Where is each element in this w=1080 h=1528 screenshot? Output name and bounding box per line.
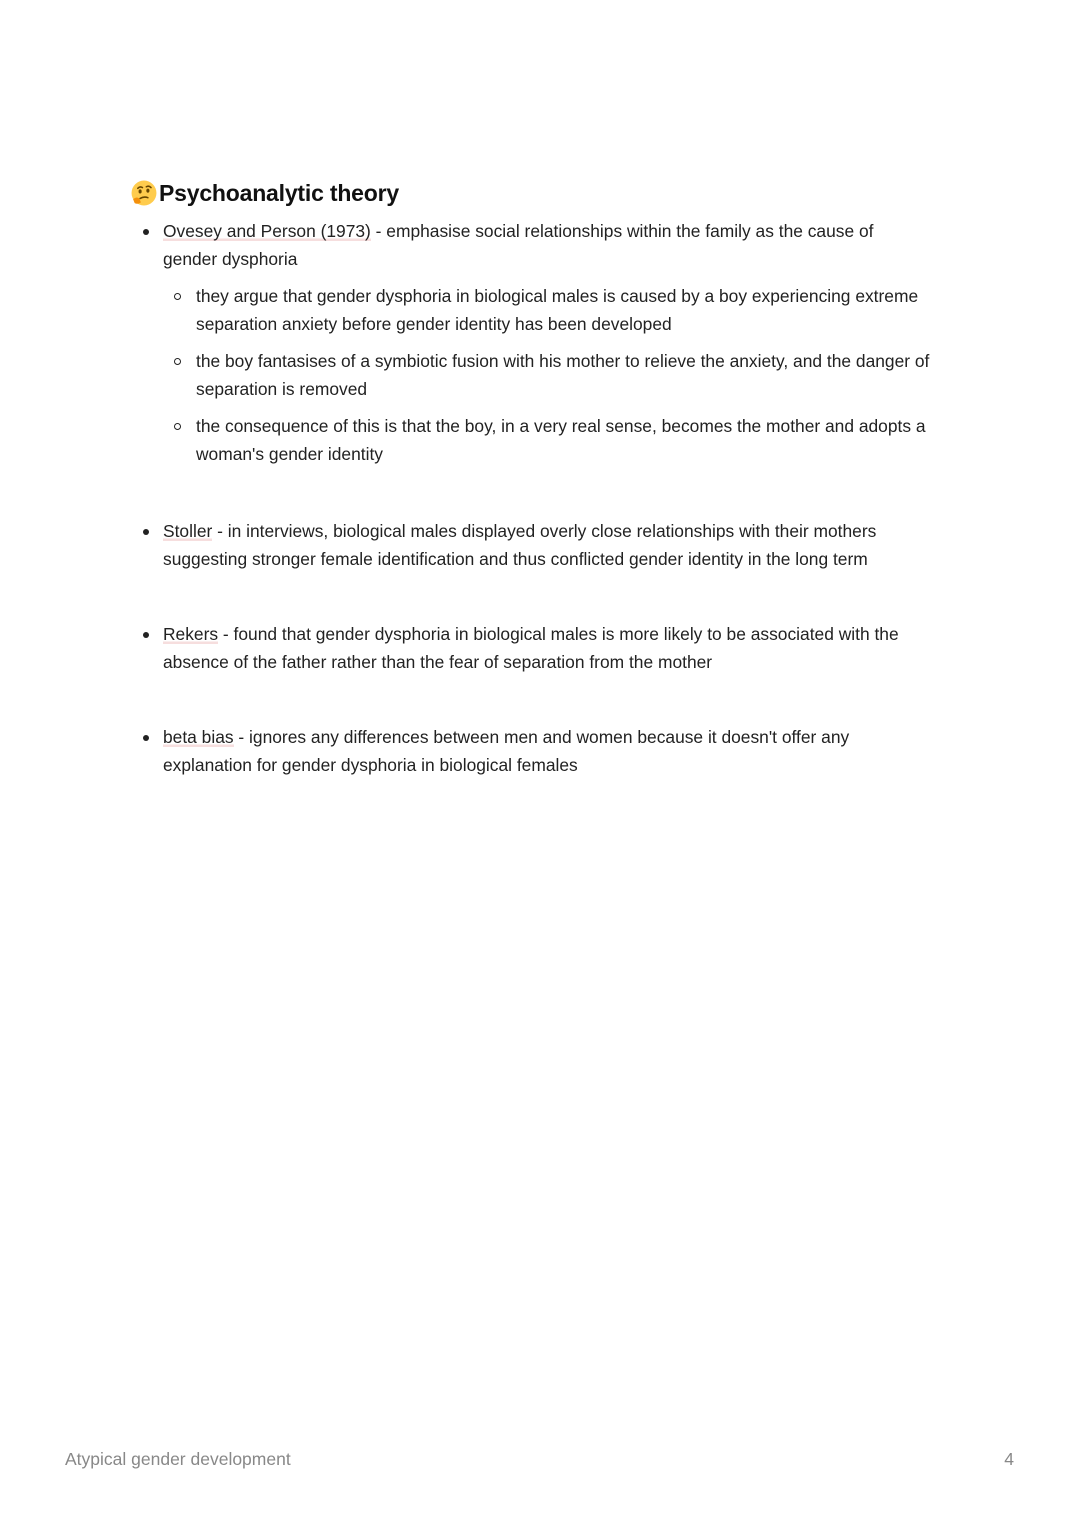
page-title: Psychoanalytic theory bbox=[159, 179, 399, 206]
bullet-stoller bbox=[0, 518, 923, 573]
bullet-rekers bbox=[0, 621, 923, 676]
bullet-icon bbox=[143, 632, 149, 638]
bullet-term: Stoller bbox=[163, 521, 213, 541]
sub-list-item bbox=[0, 283, 956, 338]
hollow-bullet-icon bbox=[174, 293, 181, 300]
sub-item-text: they argue that gender dysphoria in biological males is caused by a boy experiencing extreme separation anxiety before gender identity has been developed bbox=[196, 286, 919, 334]
hollow-bullet-icon bbox=[174, 423, 181, 430]
sub-item-text: the boy fantasises of a symbiotic fusion with his mother to relieve the anxiety, and the danger of separation is removed bbox=[196, 351, 930, 399]
bullet-icon bbox=[143, 229, 149, 235]
bullet-icon bbox=[143, 529, 149, 535]
bullet-text: - in interviews, biological males displayed overly close relationships with their mothers suggesting stronger female identification and thus conflicted gender identity in the long term bbox=[163, 521, 877, 569]
bullet-text: - ignores any differences between men and women because it doesn't offer any explanation for gender dysphoria in biological females bbox=[163, 727, 850, 775]
bullet-ovesey-person bbox=[0, 218, 923, 273]
bullet-term: Ovesey and Person (1973) bbox=[163, 221, 371, 241]
hollow-bullet-icon bbox=[174, 358, 181, 365]
list-item bbox=[0, 518, 1080, 573]
sub-list-item bbox=[0, 348, 956, 403]
bullet-icon bbox=[143, 735, 149, 741]
footer-document-title: Atypical gender development bbox=[65, 1449, 291, 1469]
bullet-beta-bias bbox=[0, 724, 923, 779]
page-heading bbox=[130, 179, 399, 207]
bullet-term: Rekers bbox=[163, 624, 219, 644]
thinking-face-icon bbox=[130, 179, 158, 207]
sub-list-item bbox=[0, 413, 956, 468]
bullet-text: - found that gender dysphoria in biological males is more likely to be associated with the absence of the father rather than the fear of separation from the mother bbox=[163, 624, 899, 672]
list-item bbox=[0, 218, 1080, 478]
bullet-term: beta bias bbox=[163, 727, 234, 747]
bullet-text: - emphasise social relationships within the family as the cause of gender dysphoria bbox=[163, 221, 874, 269]
sub-item-text: the consequence of this is that the boy, in a very real sense, becomes the mother and adopts a woman's gender identity bbox=[196, 416, 926, 464]
list-item bbox=[0, 724, 1080, 779]
sub-list bbox=[0, 283, 1080, 468]
footer-page-number: 4 bbox=[1004, 1449, 1014, 1469]
list-item bbox=[0, 621, 1080, 676]
